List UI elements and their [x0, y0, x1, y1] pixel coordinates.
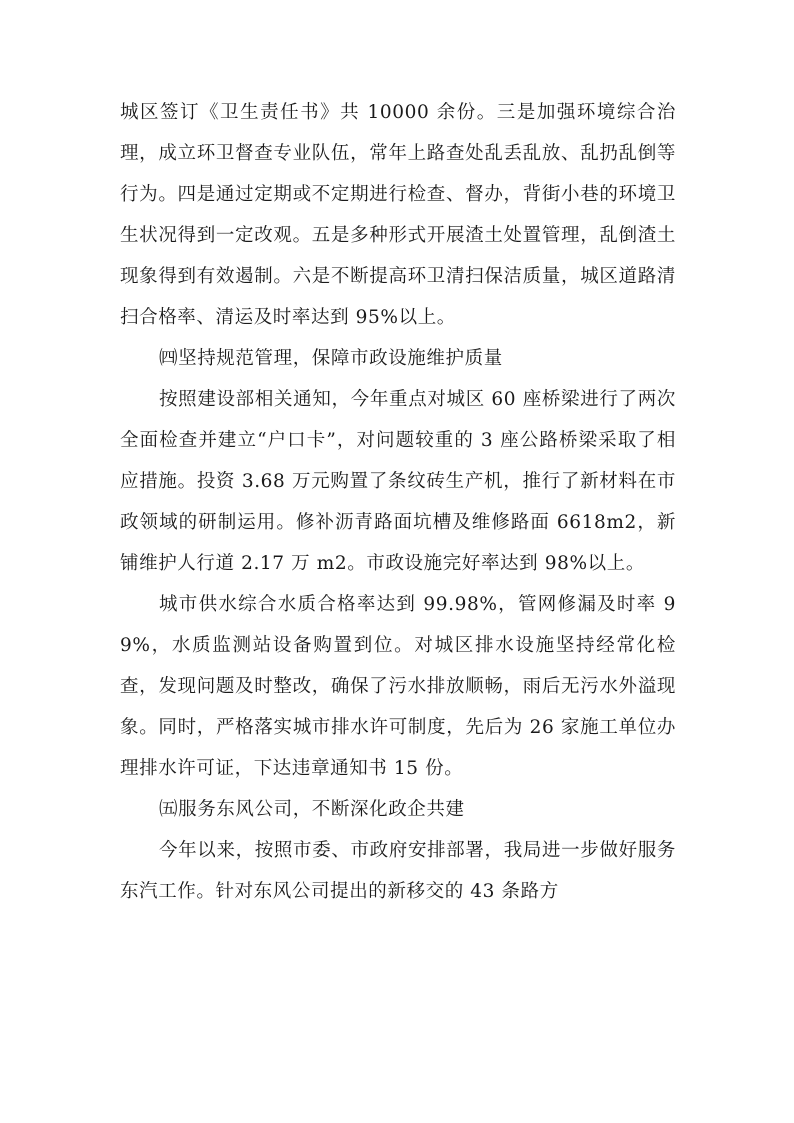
- document-body: [120, 92, 676, 912]
- paragraph-bridges-roads: 按照建设部相关通知，今年重点对城区 60 座桥梁进行了两次全面检查并建立“户口卡”，对问题较重的 3 座公路桥梁采取了相应措施。投资 3.68 万元购置了条纹砖生产机，推行了新材料在市政领域的研制运用。修补沥青路面坑槽及维修路面 6618m2，新铺维护人行道 2.17 万 m2。市政设施完好率达到 98%以上。: [120, 389, 676, 574]
- paragraph-water-supply-drainage: 城市供水综合水质合格率达到 99.98%，管网修漏及时率 99%，水质监测站设备购置到位。对城区排水设施坚持经常化检查，发现问题及时整改，确保了污水排放顺畅，雨后无污水外溢现象。同时，严格落实城市排水许可制度，先后为 26 家施工单位办理排水许可证，下达违章通知书 15 份。: [120, 594, 676, 779]
- section-heading-dongfeng-service: ㈤服务东风公司，不断深化政企共建: [159, 799, 465, 820]
- section-heading-municipal-facilities: ㈣坚持规范管理，保障市政设施维护质量: [159, 348, 503, 369]
- paragraph-sanitation-continued: 城区签订《卫生责任书》共 10000 余份。三是加强环境综合治理，成立环卫督查专业队伍，常年上路查处乱丢乱放、乱扔乱倒等行为。四是通过定期或不定期进行检查、督办，背街小巷的环境卫生状况得到一定改观。五是多种形式开展渣土处置管理，乱倒渣土现象得到有效遏制。六是不断提高环卫清扫保洁质量，城区道路清扫合格率、清运及时率达到 95%以上。: [120, 102, 676, 328]
- paragraph-dongfeng-service: 今年以来，按照市委、市政府安排部署，我局进一步做好服务东汽工作。针对东风公司提出的新移交的 43 条路方: [120, 840, 676, 902]
